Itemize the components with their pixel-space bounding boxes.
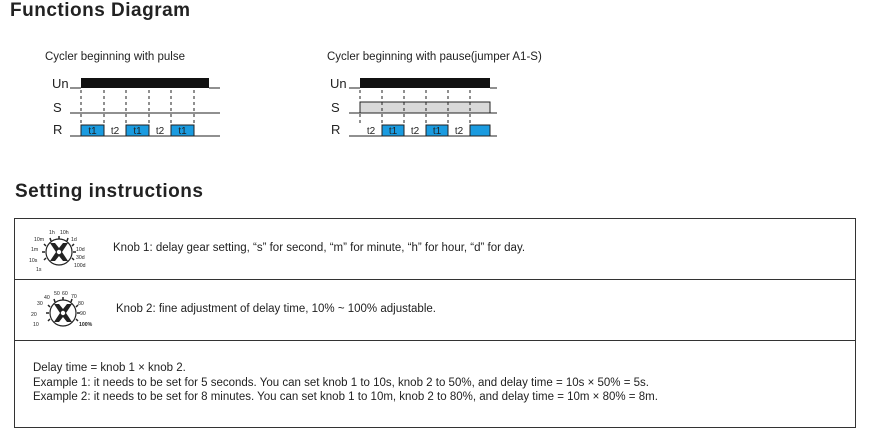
knob1-scale-label: 30d [76,255,85,261]
row-label-un: Un [330,76,347,91]
r-pulse-3 [470,125,490,136]
knob2-row [14,279,856,341]
knob1-scale-label: 10m [34,237,45,243]
diagram1-caption: Cycler beginning with pulse [45,51,185,63]
diagram2-caption: Cycler beginning with pause(jumper A1-S) [327,51,542,63]
timing-diagram-pause [322,70,507,142]
notes-row [14,340,856,428]
un-bar [81,78,209,88]
knob2-scale-label: 80 [78,301,84,307]
knob1-scale-label: 10h [60,230,69,236]
knob1-scale-label: 1h [49,230,55,236]
knob2-scale-label: 50 [54,291,60,297]
row-label-s: S [331,100,340,115]
segment-label: t1 [178,126,187,137]
segment-label: t2 [110,126,120,137]
knob1-scale-label: 100d [74,263,86,269]
knob1-row [14,218,856,280]
row-label-r: R [53,122,63,137]
row-label-un: Un [52,76,69,91]
knob2-scale-label: 60 [62,291,68,297]
segment-label: t2 [454,126,464,137]
segment-label: t2 [410,126,420,137]
setting-title: Setting instructions [15,181,204,202]
segment-label: t1 [388,126,398,137]
knob2-scale-label: 100% [79,322,93,328]
knob1-scale-label: 1m [31,247,39,253]
knob2-dial-icon [23,283,107,339]
knob2-scale-label: 20 [31,312,37,318]
knob2-scale-label: 10 [33,322,39,328]
note-line: Delay time = knob 1 × knob 2. [33,362,186,374]
knob1-scale-label: 1d [71,237,77,243]
segment-label: t1 [133,126,142,137]
un-bar [360,78,490,88]
knob2-scale-label: 70 [71,294,77,300]
segment-label: t2 [366,126,376,137]
note-line: Example 1: it needs to be set for 5 seconds. You can set knob 1 to 10s, knob 2 to 50%, and delay time = 10s × 50% = 5s. [33,376,649,389]
segment-label: t1 [432,126,442,137]
knob1-scale-label: 1s [36,267,42,273]
segment-label: t2 [155,126,165,137]
knob2-scale-label: 30 [37,301,43,307]
knob2-description: Knob 2: fine adjustment of delay time, 10% ~ 100% adjustable. [116,303,436,315]
segment-label: t1 [88,126,97,137]
timing-diagram-pulse [40,70,225,142]
row-label-r: R [331,122,341,137]
knob1-dial-icon [21,222,105,278]
functions-title: Functions Diagram [10,0,191,21]
note-line: Example 2: it needs to be set for 8 minutes. You can set knob 1 to 10m, knob 2 to 80%, and delay time = 10m × 80% = 8m. [33,391,658,403]
knob1-scale-label: 10s [29,258,38,264]
notes-block [33,361,658,405]
knob2-scale-label: 40 [44,295,50,301]
knob1-description: Knob 1: delay gear setting, “s” for second, “m” for minute, “h” for hour, “d” for day. [113,242,526,254]
knob1-scale-label: 10d [76,247,85,253]
knob2-scale-label: 90 [80,311,86,317]
row-label-s: S [53,100,62,115]
